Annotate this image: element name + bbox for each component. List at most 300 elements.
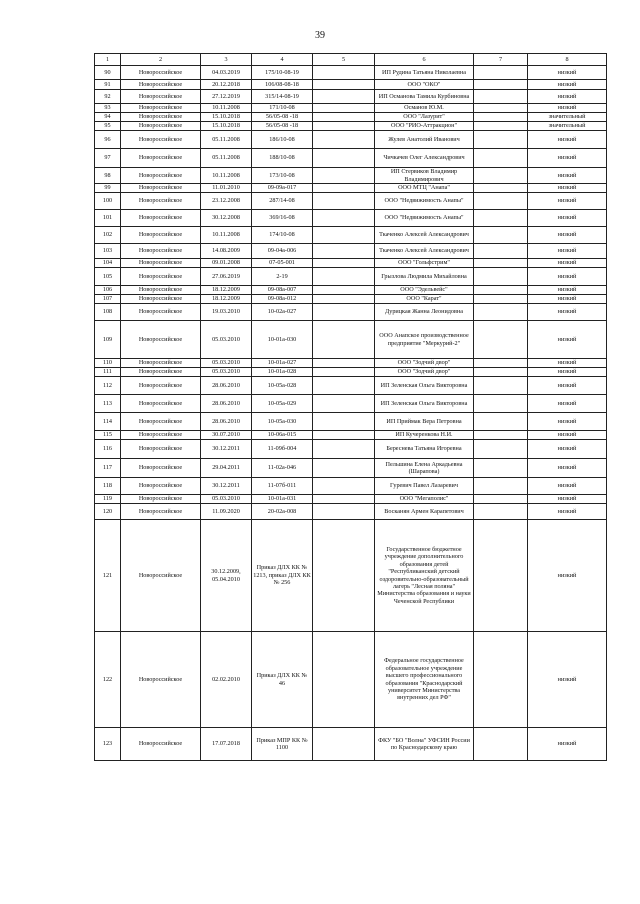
location-cell: Новороссийское xyxy=(121,495,201,504)
risk-level-cell: низкий xyxy=(528,286,607,295)
organization-cell: ООО "Зодчий двор" xyxy=(375,368,474,377)
empty-cell xyxy=(474,113,528,122)
risk-level-cell: низкий xyxy=(528,459,607,478)
date-cell: 09.01.2008 xyxy=(201,259,252,268)
empty-cell xyxy=(313,304,375,321)
empty-cell xyxy=(474,377,528,395)
organization-cell: ООО "Зодчий двор" xyxy=(375,359,474,368)
date-cell: 05.03.2010 xyxy=(201,321,252,359)
empty-cell xyxy=(313,90,375,104)
row-number: 104 xyxy=(95,259,121,268)
row-number: 103 xyxy=(95,244,121,259)
risk-level-cell: значительный xyxy=(528,122,607,131)
empty-cell xyxy=(474,104,528,113)
row-number: 94 xyxy=(95,113,121,122)
empty-cell xyxy=(474,321,528,359)
table-row xyxy=(95,104,607,113)
empty-cell xyxy=(474,520,528,632)
column-header: 2 xyxy=(121,54,201,66)
document-cell: 11-09б-004 xyxy=(252,440,313,459)
empty-cell xyxy=(313,210,375,227)
organization-cell: ООО "Карат" xyxy=(375,295,474,304)
location-cell: Новороссийское xyxy=(121,184,201,193)
location-cell: Новороссийское xyxy=(121,377,201,395)
document-cell: 11-07б-011 xyxy=(252,478,313,495)
row-number: 106 xyxy=(95,286,121,295)
organization-cell: ИП Кучеренкова Н.И. xyxy=(375,431,474,440)
empty-cell xyxy=(313,413,375,431)
empty-cell xyxy=(313,131,375,149)
table-row xyxy=(95,632,607,728)
location-cell: Новороссийское xyxy=(121,66,201,80)
table-row xyxy=(95,193,607,210)
date-cell: 28.06.2010 xyxy=(201,413,252,431)
date-cell: 20.12.2018 xyxy=(201,80,252,90)
date-cell: 17.07.2018 xyxy=(201,728,252,761)
document-cell: 315/14-08-19 xyxy=(252,90,313,104)
table-row xyxy=(95,227,607,244)
location-cell: Новороссийское xyxy=(121,227,201,244)
empty-cell xyxy=(313,431,375,440)
document-cell: 171/10-08 xyxy=(252,104,313,113)
risk-level-cell: низкий xyxy=(528,149,607,168)
date-cell: 23.12.2008 xyxy=(201,193,252,210)
empty-cell xyxy=(313,728,375,761)
empty-cell xyxy=(313,80,375,90)
empty-cell xyxy=(474,504,528,520)
row-number: 114 xyxy=(95,413,121,431)
empty-cell xyxy=(474,304,528,321)
date-cell: 15.10.2018 xyxy=(201,122,252,131)
column-header: 8 xyxy=(528,54,607,66)
empty-cell xyxy=(474,495,528,504)
location-cell: Новороссийское xyxy=(121,80,201,90)
empty-cell xyxy=(474,632,528,728)
empty-cell xyxy=(474,395,528,413)
table-row xyxy=(95,244,607,259)
document-cell: 369/16-08 xyxy=(252,210,313,227)
document-cell: 09-08а-007 xyxy=(252,286,313,295)
location-cell: Новороссийское xyxy=(121,149,201,168)
empty-cell xyxy=(313,478,375,495)
risk-level-cell: низкий xyxy=(528,295,607,304)
empty-cell xyxy=(313,440,375,459)
date-cell: 30.12.2008 xyxy=(201,210,252,227)
document-cell: 10-01а-030 xyxy=(252,321,313,359)
document-cell: Приказ МПР КК № 1100 xyxy=(252,728,313,761)
organization-cell: ООО "Недвижимость Анапы" xyxy=(375,193,474,210)
risk-level-cell: низкий xyxy=(528,368,607,377)
row-number: 90 xyxy=(95,66,121,80)
table-row xyxy=(95,295,607,304)
organization-cell: Ткаченко Алексей Александрович xyxy=(375,244,474,259)
organization-cell: ООО "Мегаполис" xyxy=(375,495,474,504)
date-cell: 02.02.2010 xyxy=(201,632,252,728)
location-cell: Новороссийское xyxy=(121,359,201,368)
table-row xyxy=(95,478,607,495)
empty-cell xyxy=(313,395,375,413)
empty-cell xyxy=(313,495,375,504)
location-cell: Новороссийское xyxy=(121,210,201,227)
document-cell: 56/05-08 -18 xyxy=(252,113,313,122)
table-row xyxy=(95,359,607,368)
location-cell: Новороссийское xyxy=(121,193,201,210)
risk-level-cell: низкий xyxy=(528,321,607,359)
risk-level-cell: низкий xyxy=(528,395,607,413)
document-cell: 106/08-08-18 xyxy=(252,80,313,90)
location-cell: Новороссийское xyxy=(121,632,201,728)
risk-level-cell: низкий xyxy=(528,168,607,184)
row-number: 119 xyxy=(95,495,121,504)
row-number: 101 xyxy=(95,210,121,227)
location-cell: Новороссийское xyxy=(121,259,201,268)
row-number: 93 xyxy=(95,104,121,113)
document-cell: 10-01а-027 xyxy=(252,359,313,368)
row-number: 105 xyxy=(95,268,121,286)
table-row xyxy=(95,377,607,395)
organization-cell: Османов Ю.М. xyxy=(375,104,474,113)
empty-cell xyxy=(313,66,375,80)
document-cell: 07-05-001 xyxy=(252,259,313,268)
document-cell: Приказ ДЛХ КК № 46 xyxy=(252,632,313,728)
document-cell: 56/05-08 -18 xyxy=(252,122,313,131)
empty-cell xyxy=(474,168,528,184)
organization-cell: Пельшина Елена Аркадьевна (Шарапова) xyxy=(375,459,474,478)
risk-level-cell: низкий xyxy=(528,90,607,104)
empty-cell xyxy=(474,80,528,90)
location-cell: Новороссийское xyxy=(121,459,201,478)
table-row xyxy=(95,149,607,168)
empty-cell xyxy=(313,377,375,395)
date-cell: 11.01.2010 xyxy=(201,184,252,193)
location-cell: Новороссийское xyxy=(121,113,201,122)
document-cell: 09-09а-017 xyxy=(252,184,313,193)
row-number: 98 xyxy=(95,168,121,184)
date-cell: 27.12.2019 xyxy=(201,90,252,104)
organization-cell: ООО "Эдельвейс" xyxy=(375,286,474,295)
row-number: 108 xyxy=(95,304,121,321)
empty-cell xyxy=(313,459,375,478)
document-cell: 09-04а-006 xyxy=(252,244,313,259)
empty-cell xyxy=(474,131,528,149)
risk-level-cell: низкий xyxy=(528,104,607,113)
date-cell: 04.03.2019 xyxy=(201,66,252,80)
empty-cell xyxy=(313,268,375,286)
date-cell: 30.07.2010 xyxy=(201,431,252,440)
row-number: 97 xyxy=(95,149,121,168)
location-cell: Новороссийское xyxy=(121,395,201,413)
empty-cell xyxy=(474,259,528,268)
location-cell: Новороссийское xyxy=(121,286,201,295)
date-cell: 05.03.2010 xyxy=(201,359,252,368)
location-cell: Новороссийское xyxy=(121,131,201,149)
document-cell: 287/14-08 xyxy=(252,193,313,210)
document-cell: 10-01а-031 xyxy=(252,495,313,504)
table-row xyxy=(95,131,607,149)
risk-level-cell: низкий xyxy=(528,184,607,193)
empty-cell xyxy=(313,286,375,295)
row-number: 116 xyxy=(95,440,121,459)
organization-cell: Дурицкая Жанна Леонидовна xyxy=(375,304,474,321)
empty-cell xyxy=(313,227,375,244)
table-row xyxy=(95,268,607,286)
table-row xyxy=(95,520,607,632)
location-cell: Новороссийское xyxy=(121,304,201,321)
organization-cell: ИП Рудина Татьяна Николаевна xyxy=(375,66,474,80)
location-cell: Новороссийское xyxy=(121,520,201,632)
empty-cell xyxy=(474,413,528,431)
empty-cell xyxy=(313,368,375,377)
document-cell: 186/10-08 xyxy=(252,131,313,149)
document-cell: 174/10-08 xyxy=(252,227,313,244)
organization-cell: Гуревич Павел Лазаревич xyxy=(375,478,474,495)
empty-cell xyxy=(313,184,375,193)
date-cell: 05.03.2010 xyxy=(201,368,252,377)
empty-cell xyxy=(474,286,528,295)
organization-cell: ИП Зеленская Ольга Викторовна xyxy=(375,377,474,395)
empty-cell xyxy=(313,104,375,113)
date-cell: 05.11.2008 xyxy=(201,149,252,168)
organization-cell: ООО "РИО-Аттракцион" xyxy=(375,122,474,131)
empty-cell xyxy=(474,440,528,459)
risk-level-cell: низкий xyxy=(528,413,607,431)
table-row xyxy=(95,495,607,504)
date-cell: 14.08.2009 xyxy=(201,244,252,259)
risk-level-cell: низкий xyxy=(528,268,607,286)
page-number: 39 xyxy=(315,30,325,41)
empty-cell xyxy=(313,122,375,131)
risk-level-cell: значительный xyxy=(528,113,607,122)
risk-level-cell: низкий xyxy=(528,244,607,259)
empty-cell xyxy=(313,321,375,359)
empty-cell xyxy=(474,90,528,104)
table-row xyxy=(95,259,607,268)
location-cell: Новороссийское xyxy=(121,295,201,304)
empty-cell xyxy=(313,244,375,259)
location-cell: Новороссийское xyxy=(121,90,201,104)
column-header: 1 xyxy=(95,54,121,66)
row-number: 120 xyxy=(95,504,121,520)
document-cell: 175/10-08-19 xyxy=(252,66,313,80)
empty-cell xyxy=(474,184,528,193)
table-row xyxy=(95,431,607,440)
row-number: 95 xyxy=(95,122,121,131)
empty-cell xyxy=(313,359,375,368)
empty-cell xyxy=(474,268,528,286)
empty-cell xyxy=(474,66,528,80)
empty-cell xyxy=(313,193,375,210)
empty-cell xyxy=(474,244,528,259)
risk-level-cell: низкий xyxy=(528,520,607,632)
date-cell: 10.11.2008 xyxy=(201,168,252,184)
date-cell: 30.12.2011 xyxy=(201,440,252,459)
location-cell: Новороссийское xyxy=(121,168,201,184)
organization-cell: ООО "Лазурит" xyxy=(375,113,474,122)
column-header: 4 xyxy=(252,54,313,66)
organization-cell: ИП Зеленская Ольга Викторовна xyxy=(375,395,474,413)
organization-cell: Береснева Татьяна Игоревна xyxy=(375,440,474,459)
organization-cell: ООО "ОКО" xyxy=(375,80,474,90)
organization-cell: Ткаченко Алексей Александрович xyxy=(375,227,474,244)
empty-cell xyxy=(313,504,375,520)
table-row xyxy=(95,168,607,184)
empty-cell xyxy=(313,113,375,122)
empty-cell xyxy=(474,368,528,377)
date-cell: 28.06.2010 xyxy=(201,377,252,395)
empty-cell xyxy=(474,295,528,304)
date-cell: 30.12.2009, 05.04.2010 xyxy=(201,520,252,632)
organization-cell: ООО "Недвижимость Анапы" xyxy=(375,210,474,227)
table-row xyxy=(95,286,607,295)
date-cell: 10.11.2008 xyxy=(201,104,252,113)
location-cell: Новороссийское xyxy=(121,478,201,495)
document-cell: 09-08а-012 xyxy=(252,295,313,304)
risk-level-cell: низкий xyxy=(528,210,607,227)
location-cell: Новороссийское xyxy=(121,413,201,431)
document-cell: 10-01а-028 xyxy=(252,368,313,377)
empty-cell xyxy=(474,359,528,368)
document-cell: Приказ ДЛХ КК № 1213, приказ ДЛХ КК № 256 xyxy=(252,520,313,632)
risk-level-cell: низкий xyxy=(528,440,607,459)
row-number: 100 xyxy=(95,193,121,210)
row-number: 122 xyxy=(95,632,121,728)
empty-cell xyxy=(474,210,528,227)
organization-cell: Восканян Армен Карапетович xyxy=(375,504,474,520)
empty-cell xyxy=(474,478,528,495)
risk-level-cell: низкий xyxy=(528,359,607,368)
location-cell: Новороссийское xyxy=(121,122,201,131)
row-number: 96 xyxy=(95,131,121,149)
location-cell: Новороссийское xyxy=(121,321,201,359)
table-row xyxy=(95,368,607,377)
table-row xyxy=(95,413,607,431)
document-cell: 10-05а-029 xyxy=(252,395,313,413)
location-cell: Новороссийское xyxy=(121,244,201,259)
organization-cell: ООО МТЦ "Анапа" xyxy=(375,184,474,193)
registry-table xyxy=(94,53,607,761)
table-row xyxy=(95,304,607,321)
table-row xyxy=(95,90,607,104)
date-cell: 28.06.2010 xyxy=(201,395,252,413)
document-cell: 10-02а-027 xyxy=(252,304,313,321)
row-number: 91 xyxy=(95,80,121,90)
row-number: 121 xyxy=(95,520,121,632)
empty-cell xyxy=(474,459,528,478)
empty-cell xyxy=(474,122,528,131)
risk-level-cell: низкий xyxy=(528,504,607,520)
risk-level-cell: низкий xyxy=(528,66,607,80)
date-cell: 29.04.2011 xyxy=(201,459,252,478)
table-row xyxy=(95,321,607,359)
empty-cell xyxy=(474,193,528,210)
date-cell: 27.06.2019 xyxy=(201,268,252,286)
risk-level-cell: низкий xyxy=(528,377,607,395)
location-cell: Новороссийское xyxy=(121,368,201,377)
organization-cell: Чичкачев Олег Александрович xyxy=(375,149,474,168)
row-number: 112 xyxy=(95,377,121,395)
date-cell: 18.12.2009 xyxy=(201,286,252,295)
table-row xyxy=(95,440,607,459)
row-number: 99 xyxy=(95,184,121,193)
organization-cell: ООО Анапское производственное предприятие "Меркурий-2" xyxy=(375,321,474,359)
risk-level-cell: низкий xyxy=(528,227,607,244)
table-row xyxy=(95,504,607,520)
row-number: 111 xyxy=(95,368,121,377)
date-cell: 19.03.2010 xyxy=(201,304,252,321)
document-cell: 10-05а-028 xyxy=(252,377,313,395)
row-number: 107 xyxy=(95,295,121,304)
location-cell: Новороссийское xyxy=(121,268,201,286)
organization-cell: Грызлова Людмила Михайловна xyxy=(375,268,474,286)
table-row xyxy=(95,80,607,90)
risk-level-cell: низкий xyxy=(528,193,607,210)
empty-cell xyxy=(313,168,375,184)
table-row xyxy=(95,184,607,193)
table-row xyxy=(95,113,607,122)
date-cell: 05.03.2010 xyxy=(201,495,252,504)
registry-table-body xyxy=(95,54,607,761)
row-number: 115 xyxy=(95,431,121,440)
column-header: 7 xyxy=(474,54,528,66)
empty-cell xyxy=(313,295,375,304)
location-cell: Новороссийское xyxy=(121,440,201,459)
header-row xyxy=(95,54,607,66)
row-number: 117 xyxy=(95,459,121,478)
document-cell: 188/10-08 xyxy=(252,149,313,168)
row-number: 118 xyxy=(95,478,121,495)
document-cell: 2-19 xyxy=(252,268,313,286)
risk-level-cell: низкий xyxy=(528,259,607,268)
row-number: 109 xyxy=(95,321,121,359)
row-number: 102 xyxy=(95,227,121,244)
location-cell: Новороссийское xyxy=(121,431,201,440)
organization-cell: ИП Османова Тамила Курбиновна xyxy=(375,90,474,104)
organization-cell: Федеральное государственное образовательное учреждение высшего профессионального образования "Краснодарский университет Министерства внутренних дел РФ" xyxy=(375,632,474,728)
date-cell: 05.11.2008 xyxy=(201,131,252,149)
organization-cell: ООО "Гольфстрим" xyxy=(375,259,474,268)
risk-level-cell: низкий xyxy=(528,304,607,321)
empty-cell xyxy=(474,728,528,761)
empty-cell xyxy=(474,149,528,168)
table-row xyxy=(95,728,607,761)
table-row xyxy=(95,395,607,413)
date-cell: 18.12.2009 xyxy=(201,295,252,304)
risk-level-cell: низкий xyxy=(528,632,607,728)
table-row xyxy=(95,122,607,131)
risk-level-cell: низкий xyxy=(528,728,607,761)
document-cell: 10-05а-030 xyxy=(252,413,313,431)
organization-cell: ФКУ "БО "Волна" УФСИН России по Краснодарскому краю xyxy=(375,728,474,761)
row-number: 113 xyxy=(95,395,121,413)
row-number: 110 xyxy=(95,359,121,368)
date-cell: 15.10.2018 xyxy=(201,113,252,122)
risk-level-cell: низкий xyxy=(528,431,607,440)
risk-level-cell: низкий xyxy=(528,80,607,90)
empty-cell xyxy=(313,520,375,632)
organization-cell: Государственное бюджетное учреждение дополнительного образования детей "Республиканский детский оздоровительно-образовательный лагерь "Лесная поляна" Министерства образования и науки Чеченской Республики xyxy=(375,520,474,632)
document-cell: 173/10-08 xyxy=(252,168,313,184)
organization-cell: ИП Приймак Вера Петровна xyxy=(375,413,474,431)
date-cell: 10.11.2008 xyxy=(201,227,252,244)
empty-cell xyxy=(313,149,375,168)
organization-cell: Жулев Анатолий Иванович xyxy=(375,131,474,149)
column-header: 5 xyxy=(313,54,375,66)
location-cell: Новороссийское xyxy=(121,728,201,761)
table-row xyxy=(95,66,607,80)
document-cell: 11-02а-046 xyxy=(252,459,313,478)
empty-cell xyxy=(474,227,528,244)
location-cell: Новороссийское xyxy=(121,104,201,113)
